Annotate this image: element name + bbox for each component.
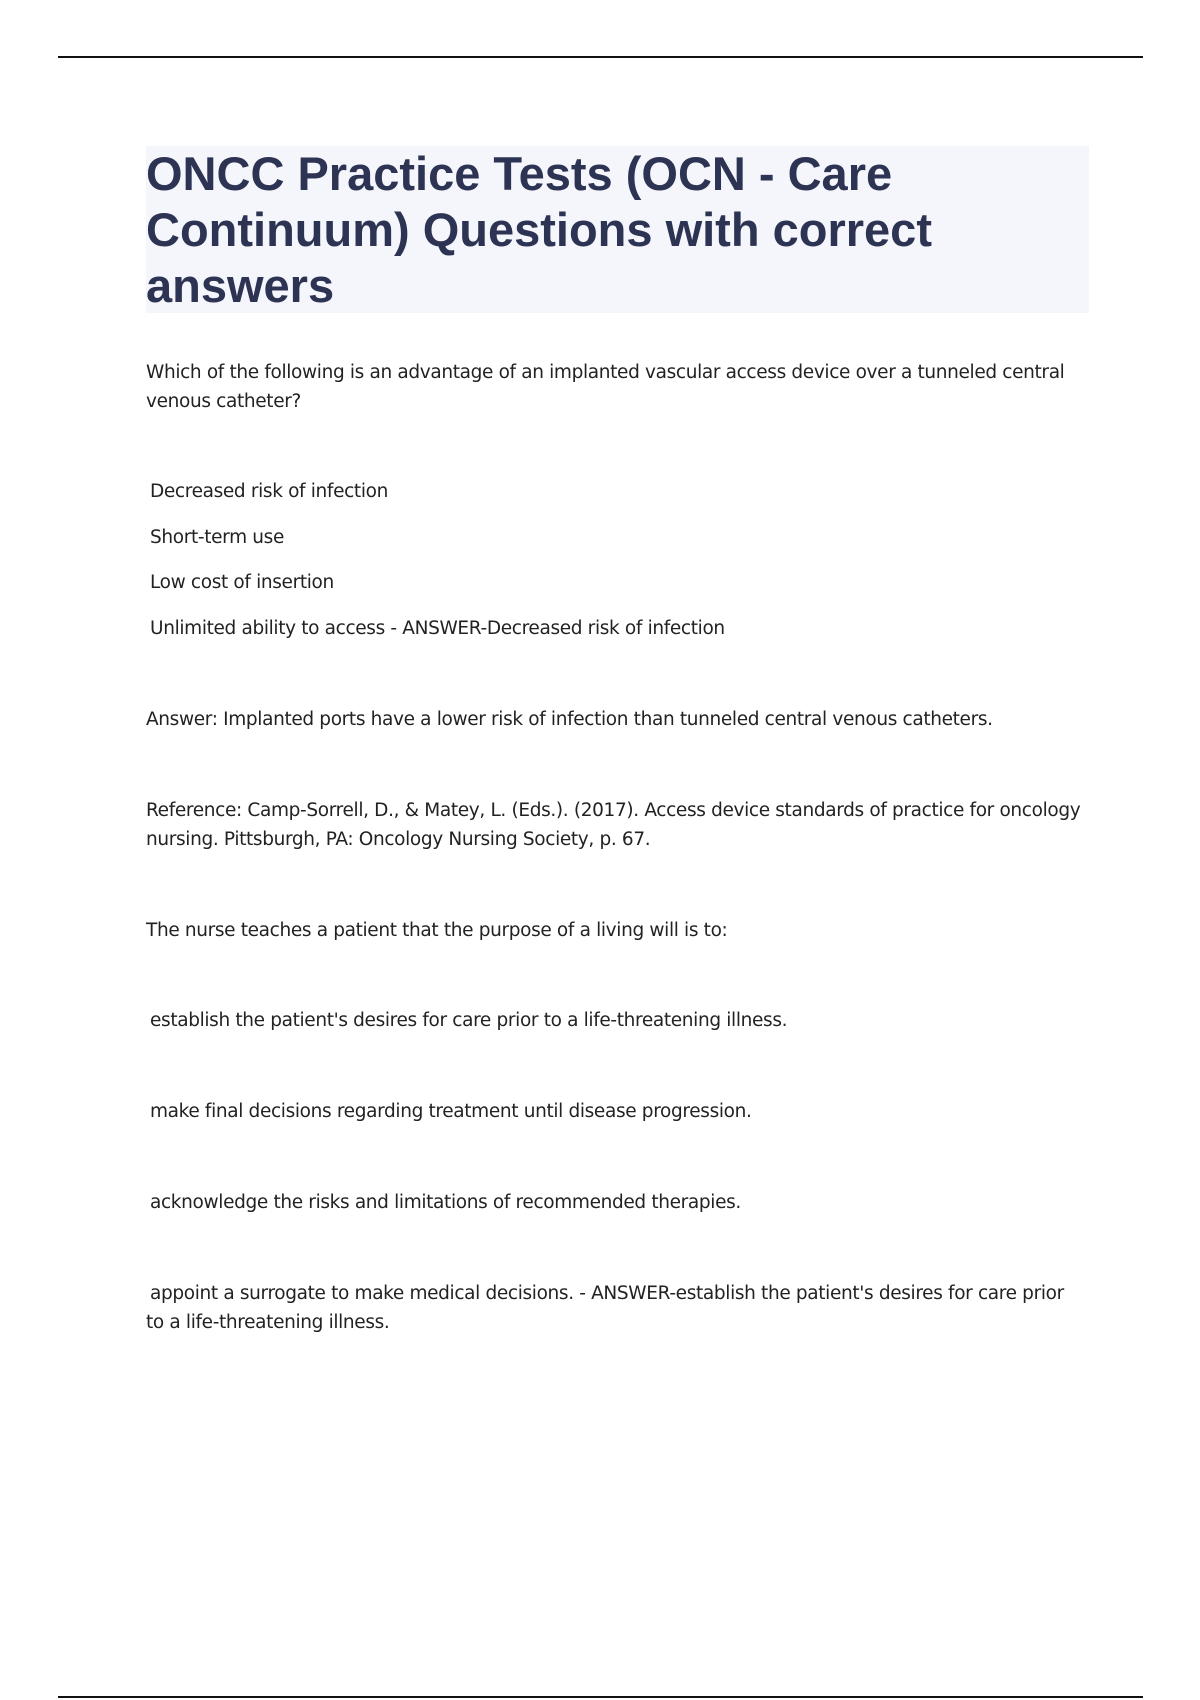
question-1-answer-explanation: Answer: Implanted ports have a lower risk of infection than tunneled central venous catheters. bbox=[146, 709, 993, 730]
question-1-reference: Reference: Camp-Sorrell, D., & Matey, L. (Eds.). (2017). Access device standards of practice for oncology nursing. Pittsburgh, PA: Oncology Nursing Society, p. 67. bbox=[146, 800, 1081, 850]
question-1-option-1: Decreased risk of infection bbox=[150, 481, 388, 502]
question-2-option-3: acknowledge the risks and limitations of recommended therapies. bbox=[150, 1192, 741, 1213]
question-2-text: The nurse teaches a patient that the purpose of a living will is to: bbox=[146, 920, 728, 941]
question-1-option-4: Unlimited ability to access - ANSWER-Decreased risk of infection bbox=[150, 618, 725, 639]
question-2-option-1: establish the patient's desires for care prior to a life-threatening illness. bbox=[150, 1010, 788, 1031]
bottom-rule bbox=[58, 1696, 1143, 1698]
title-banner bbox=[146, 146, 1089, 313]
question-2-option-4-text: appoint a surrogate to make medical decisions. - ANSWER-establish the patient's desires for care prior to a life-threatening illness. bbox=[146, 1283, 1064, 1333]
question-1-option-2: Short-term use bbox=[150, 527, 284, 548]
question-2-option-2: make final decisions regarding treatment until disease progression. bbox=[150, 1101, 752, 1122]
page-title: ONCC Practice Tests (OCN - Care Continuum) Questions with correct answers bbox=[146, 147, 932, 312]
question-1-option-3: Low cost of insertion bbox=[150, 572, 334, 593]
question-1-text: Which of the following is an advantage of an implanted vascular access device over a tunneled central venous catheter? bbox=[146, 362, 1065, 412]
question-2-option-4 bbox=[146, 1279, 1086, 1337]
top-rule bbox=[58, 56, 1143, 58]
